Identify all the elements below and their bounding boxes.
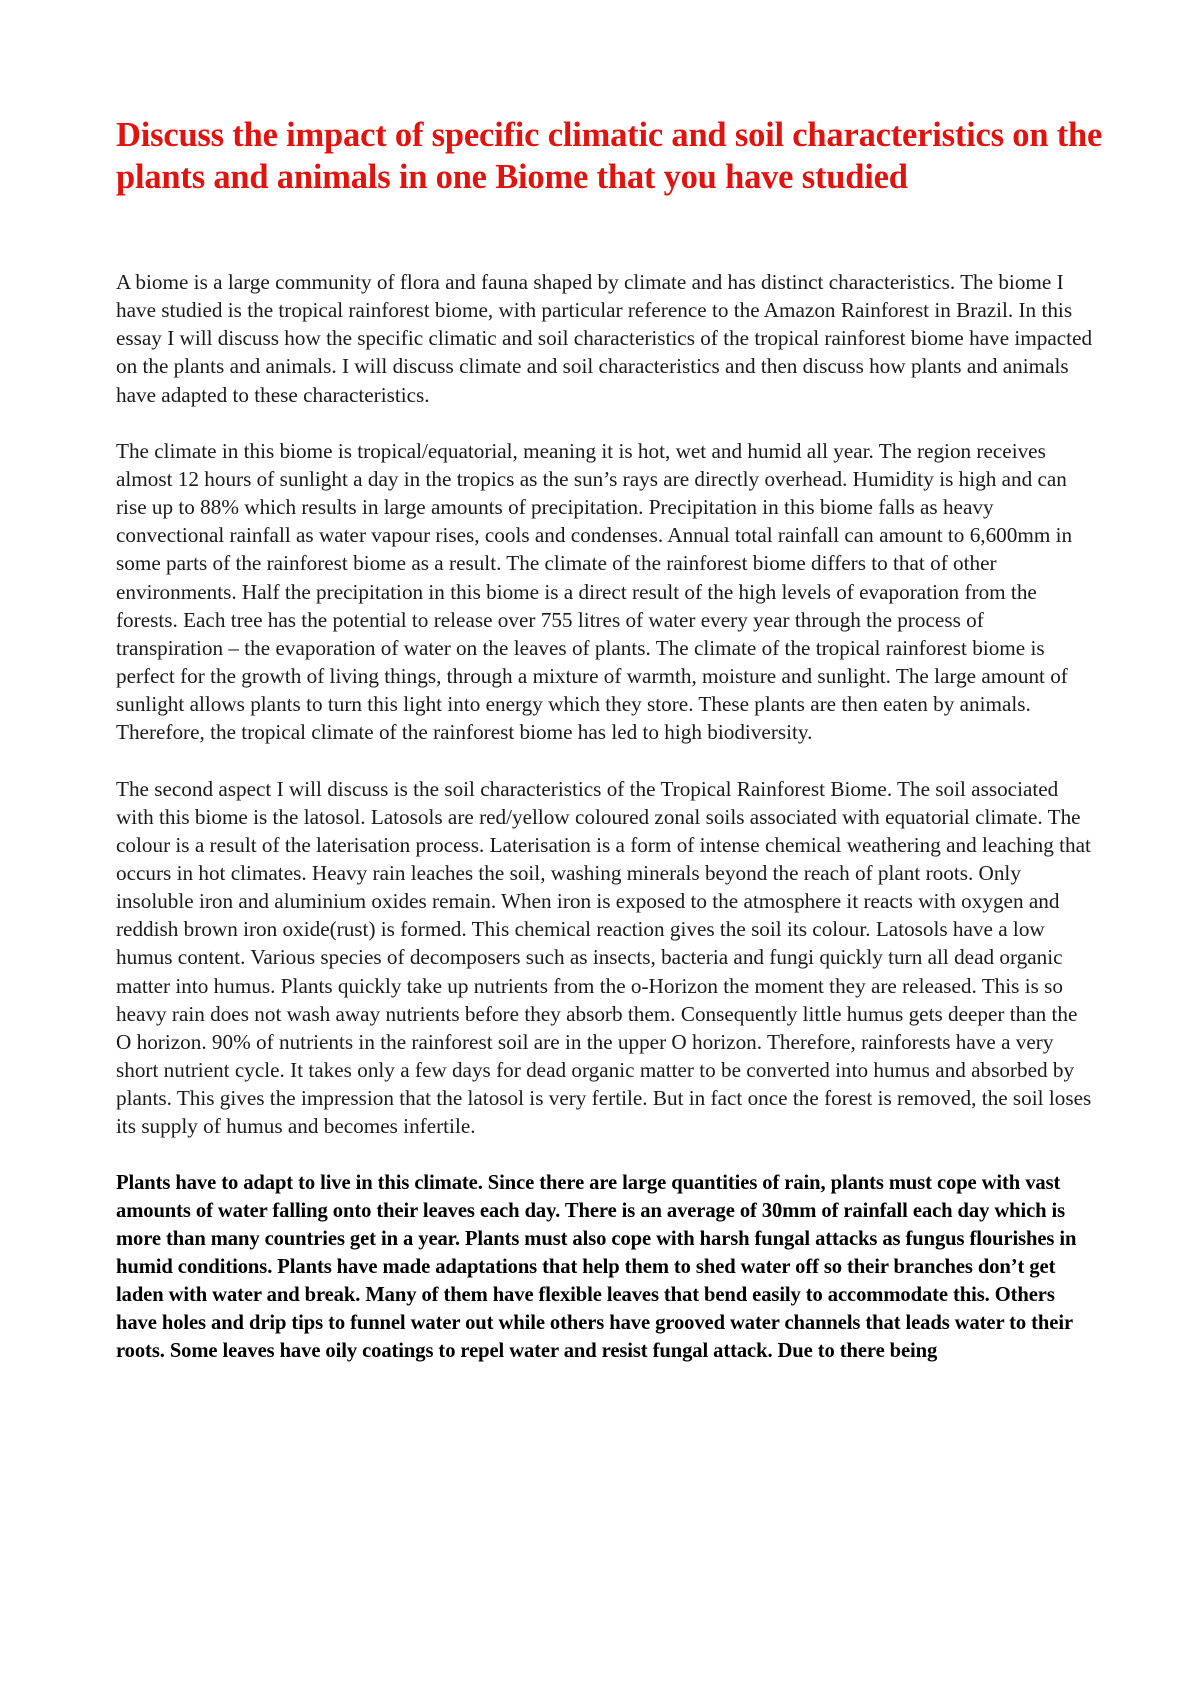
paragraph-soil: The second aspect I will discuss is the soil characteristics of the Tropical Rainforest Biome. The soil associated with this biome is the latosol. Latosols are red/yellow coloured zonal soils associated with equatorial climate. The colour is a result of the laterisation process. Laterisation is a form of intense chemical weathering and leaching that occurs in hot climates. Heavy rain leaches the soil, washing minerals beyond the reach of plant roots. Only insoluble iron and aluminium oxides remain. When iron is exposed to the atmosphere it reacts with oxygen and reddish brown iron oxide(rust) is formed. This chemical reaction gives the soil its colour. Latosols have a low humus content. Various species of decomposers such as insects, bacteria and fungi quickly turn all dead organic matter into humus. Plants quickly take up nutrients from the o-Horizon the moment they are released. This is so heavy rain does not wash away nutrients before they absorb them. Consequently little humus gets deeper than the O horizon. 90% of nutrients in the rainforest soil are in the upper O horizon. Therefore, rainforests have a very short nutrient cycle. It takes only a few days for dead organic matter to be converted into humus and absorbed by plants. This gives the impression that the latosol is very fertile. But in fact once the forest is removed, the soil loses its supply of humus and becomes infertile. — [116, 776, 1092, 1139]
essay-title: Discuss the impact of specific climatic and soil characteristics on the plants and animals in one Biome that you have studied — [116, 116, 1103, 196]
paragraph-plant-adaptations: Plants have to adapt to live in this climate. Since there are large quantities of rain, plants must cope with vast amounts of water falling onto their leaves each day. There is an average of 30mm of rainfall each day which is more than many countries get in a year. Plants must also cope with harsh fungal attacks as fungus flourishes in humid conditions. Plants have made adaptations that help them to shed water off so their branches don’t get laden with water and break. Many of them have flexible leaves that bend easily to accommodate this. Others have holes and drip tips to funnel water out while others have grooved water channels that leads water to their roots. Some leaves have oily coatings to repel water and resist fungal attack. Due to there being — [116, 1171, 1077, 1363]
paragraph-introduction: A biome is a large community of flora and fauna shaped by climate and has distinct characteristics. The biome I have studied is the tropical rainforest biome, with particular reference to the Amazon Rainforest in Brazil. In this essay I will discuss how the specific climatic and soil characteristics of the tropical rainforest biome have impacted on the plants and animals. I will discuss climate and soil characteristics and then discuss how plants and animals have adapted to these characteristics. — [116, 270, 1093, 407]
paragraph-climate: The climate in this biome is tropical/equatorial, meaning it is hot, wet and humid all year. The region receives almost 12 hours of sunlight a day in the tropics as the sun’s rays are directly overhead. Humidity is high and can rise up to 88% which results in large amounts of precipitation. Precipitation in this biome falls as heavy convectional rainfall as water vapour rises, cools and condenses. Annual total rainfall can amount to 6,600mm in some parts of the rainforest biome as a result. The climate of the rainforest biome differs to that of other environments. Half the precipitation in this biome is a direct result of the high levels of evaporation from the forests. Each tree has the potential to release over 755 litres of water every year through the process of transpiration – the evaporation of water on the leaves of plants. The climate of the tropical rainforest biome is perfect for the growth of living things, through a mixture of warmth, moisture and sunlight. The large amount of sunlight allows plants to turn this light into energy which they store. These plants are then eaten by animals. Therefore, the tropical climate of the rainforest biome has led to high biodiversity. — [116, 438, 1073, 745]
essay-body — [116, 268, 1096, 1394]
